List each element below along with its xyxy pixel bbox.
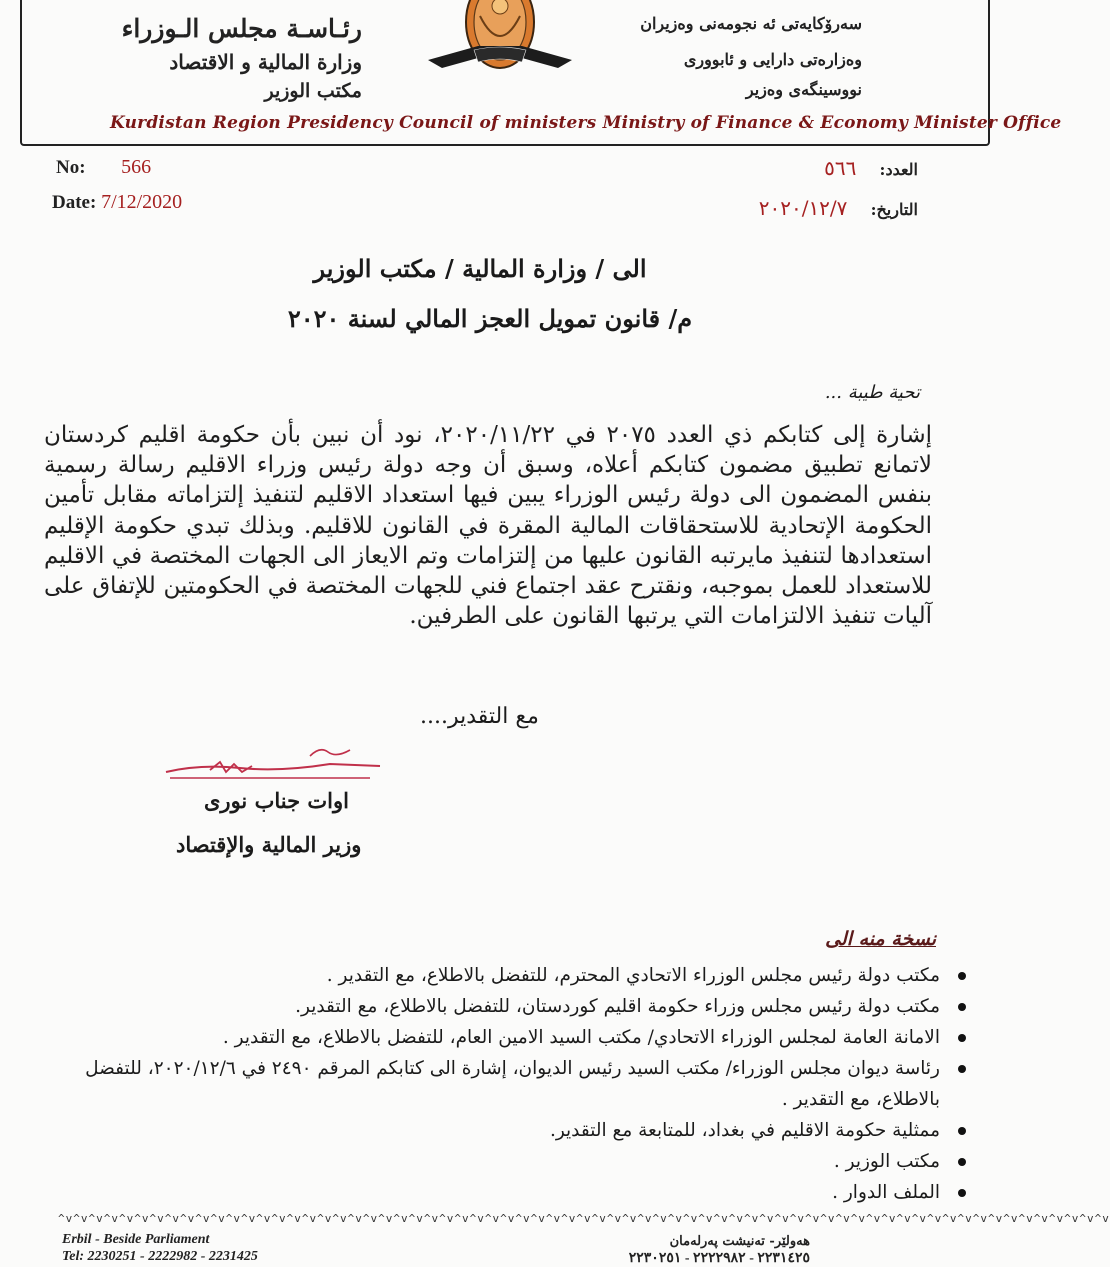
signer-name: اوات جناب نوری [204,788,349,813]
letter-addressee: الى / وزارة المالية / مكتب الوزير [313,254,647,283]
reference-number-arabic [824,156,918,180]
letter-greeting: تحية طيبة ... [824,382,920,403]
letter-date-label: Date: [52,192,97,213]
cc-title: نسخة منه الى [825,928,936,950]
letter-closing: مع التقدير.... [420,704,539,729]
header-arabic-line-3: مكتب الوزير [264,80,362,102]
letter-date [52,191,182,214]
header-english-line: Kurdistan Region Presidency Council of ministers Ministry of Finance & Economy Minister Office [110,113,1062,133]
cc-item: مكتب الوزير . [40,1146,940,1177]
footer-phone-english: Tel: 2230251 - 2222982 - 2231425 [62,1249,258,1264]
letter-date-arabic-value: ٢٠٢٠/١٢/٧ [758,196,848,220]
reference-number [56,156,151,179]
cc-item: الامانة العامة لمجلس الوزراء الاتحادي/ مكتب السيد الامين العام، للتفضل بالاطلاع، مع التقدير . [40,1022,940,1053]
header-arabic-line-2: وزارة المالية و الاقتصاد [169,50,362,74]
cc-item: الملف الدوار . [40,1177,940,1208]
reference-number-value: 566 [121,156,152,178]
kurdistan-emblem [418,0,582,98]
signer-title: وزير المالية والإقتصاد [176,832,362,857]
header-kurdish-line-2: وەزارەتی دارایی و ئابووری [683,50,862,69]
reference-number-arabic-label: العدد: [879,160,918,179]
letter-date-value: 7/12/2020 [101,191,183,213]
footer-address-english: Erbil - Beside Parliament [62,1232,210,1247]
cc-item: مكتب دولة رئيس مجلس الوزراء الاتحادي المحترم، للتفضل بالاطلاع، مع التقدير . [40,960,940,991]
reference-number-label: No: [56,157,86,178]
footer-address-kurdish: هەولێر- تەنیشت پەرلەمان [669,1234,810,1249]
footer-phone-arabic: ٢٢٣١٤٢٥ - ٢٢٢٢٩٨٢ - ٢٢٣٠٢٥١ [628,1251,810,1266]
letter-body: إشارة إلى كتابكم ذي العدد ٢٠٧٥ في ٢٠٢٠/١١/٢٢، نود أن نبين بأن حكومة اقليم كردستان لاتمانع تطبيق مضمون كتابكم أعلاه، وسبق أن وجه دولة رئيس وزراء الاقليم رسالة رسمية بنفس المضمون الى دولة رئيس الوزراء يبين فيها استعداد الاقليم لتنفيذ إلتزاماته مقابل تأمين الحكومة الإتحادية للاستحقاقات المالية المقرة في القانون للاقليم. وبذلك تبدي حكومة الإقليم استعدادها لتنفيذ مايرتبه القانون عليها من إلتزامات وتم الايعاز الى الجهات المختصة في الاقليم للاستعداد للعمل بموجبه، ونقترح عقد اجتماع فني للجهات المختصة في الحكومتين للإتفاق على آليات تنفيذ الالتزامات التي يرتبها القانون على الطرفين. [44,422,932,630]
letter-subject: م/ قانون تمويل العجز المالي لسنة ٢٠٢٠ [287,304,693,333]
header-arabic-line-1: رئـاسـة مجلس الـوزراء [121,14,362,43]
signature-scribble [160,742,390,786]
cc-list [40,960,974,1208]
letter-date-arabic [759,196,918,220]
cc-item: رئاسة ديوان مجلس الوزراء/ مكتب السيد رئيس الديوان، إشارة الى كتابكم المرقم ٢٤٩٠ في ٢٠٢٠/١٢/٦، للتفضل بالاطلاع، مع التقدير . [40,1053,940,1115]
reference-number-arabic-value: ٥٦٦ [824,156,857,180]
header-kurdish-line-3: نووسینگەی وەزیر [745,80,862,99]
emblem-icon [428,0,572,68]
footer-divider: ^v^v^v^v^v^v^v^v^v^v^v^v^v^v^v^v^v^v^v^v^v^v^v^v^v^v^v^v^v^v^v^v^v^v^v^v^v^v^v^v^v^v^v^v^v^v^v^v^v^v^v^v^v^v^v^v^v^v^v^v^v^v^v^v^v^v^v^v^v [58,1212,1110,1225]
cc-item: مكتب دولة رئيس مجلس وزراء حكومة اقليم كوردستان، للتفضل بالاطلاع، مع التقدير. [40,991,940,1022]
cc-item: ممثلية حكومة الاقليم في بغداد، للمتابعة مع التقدير. [40,1115,940,1146]
header-kurdish-line-1: سەرۆكایەتی ئە نجومەنی وەزیران [640,14,862,33]
letter-date-arabic-label: التاريخ: [870,200,918,219]
